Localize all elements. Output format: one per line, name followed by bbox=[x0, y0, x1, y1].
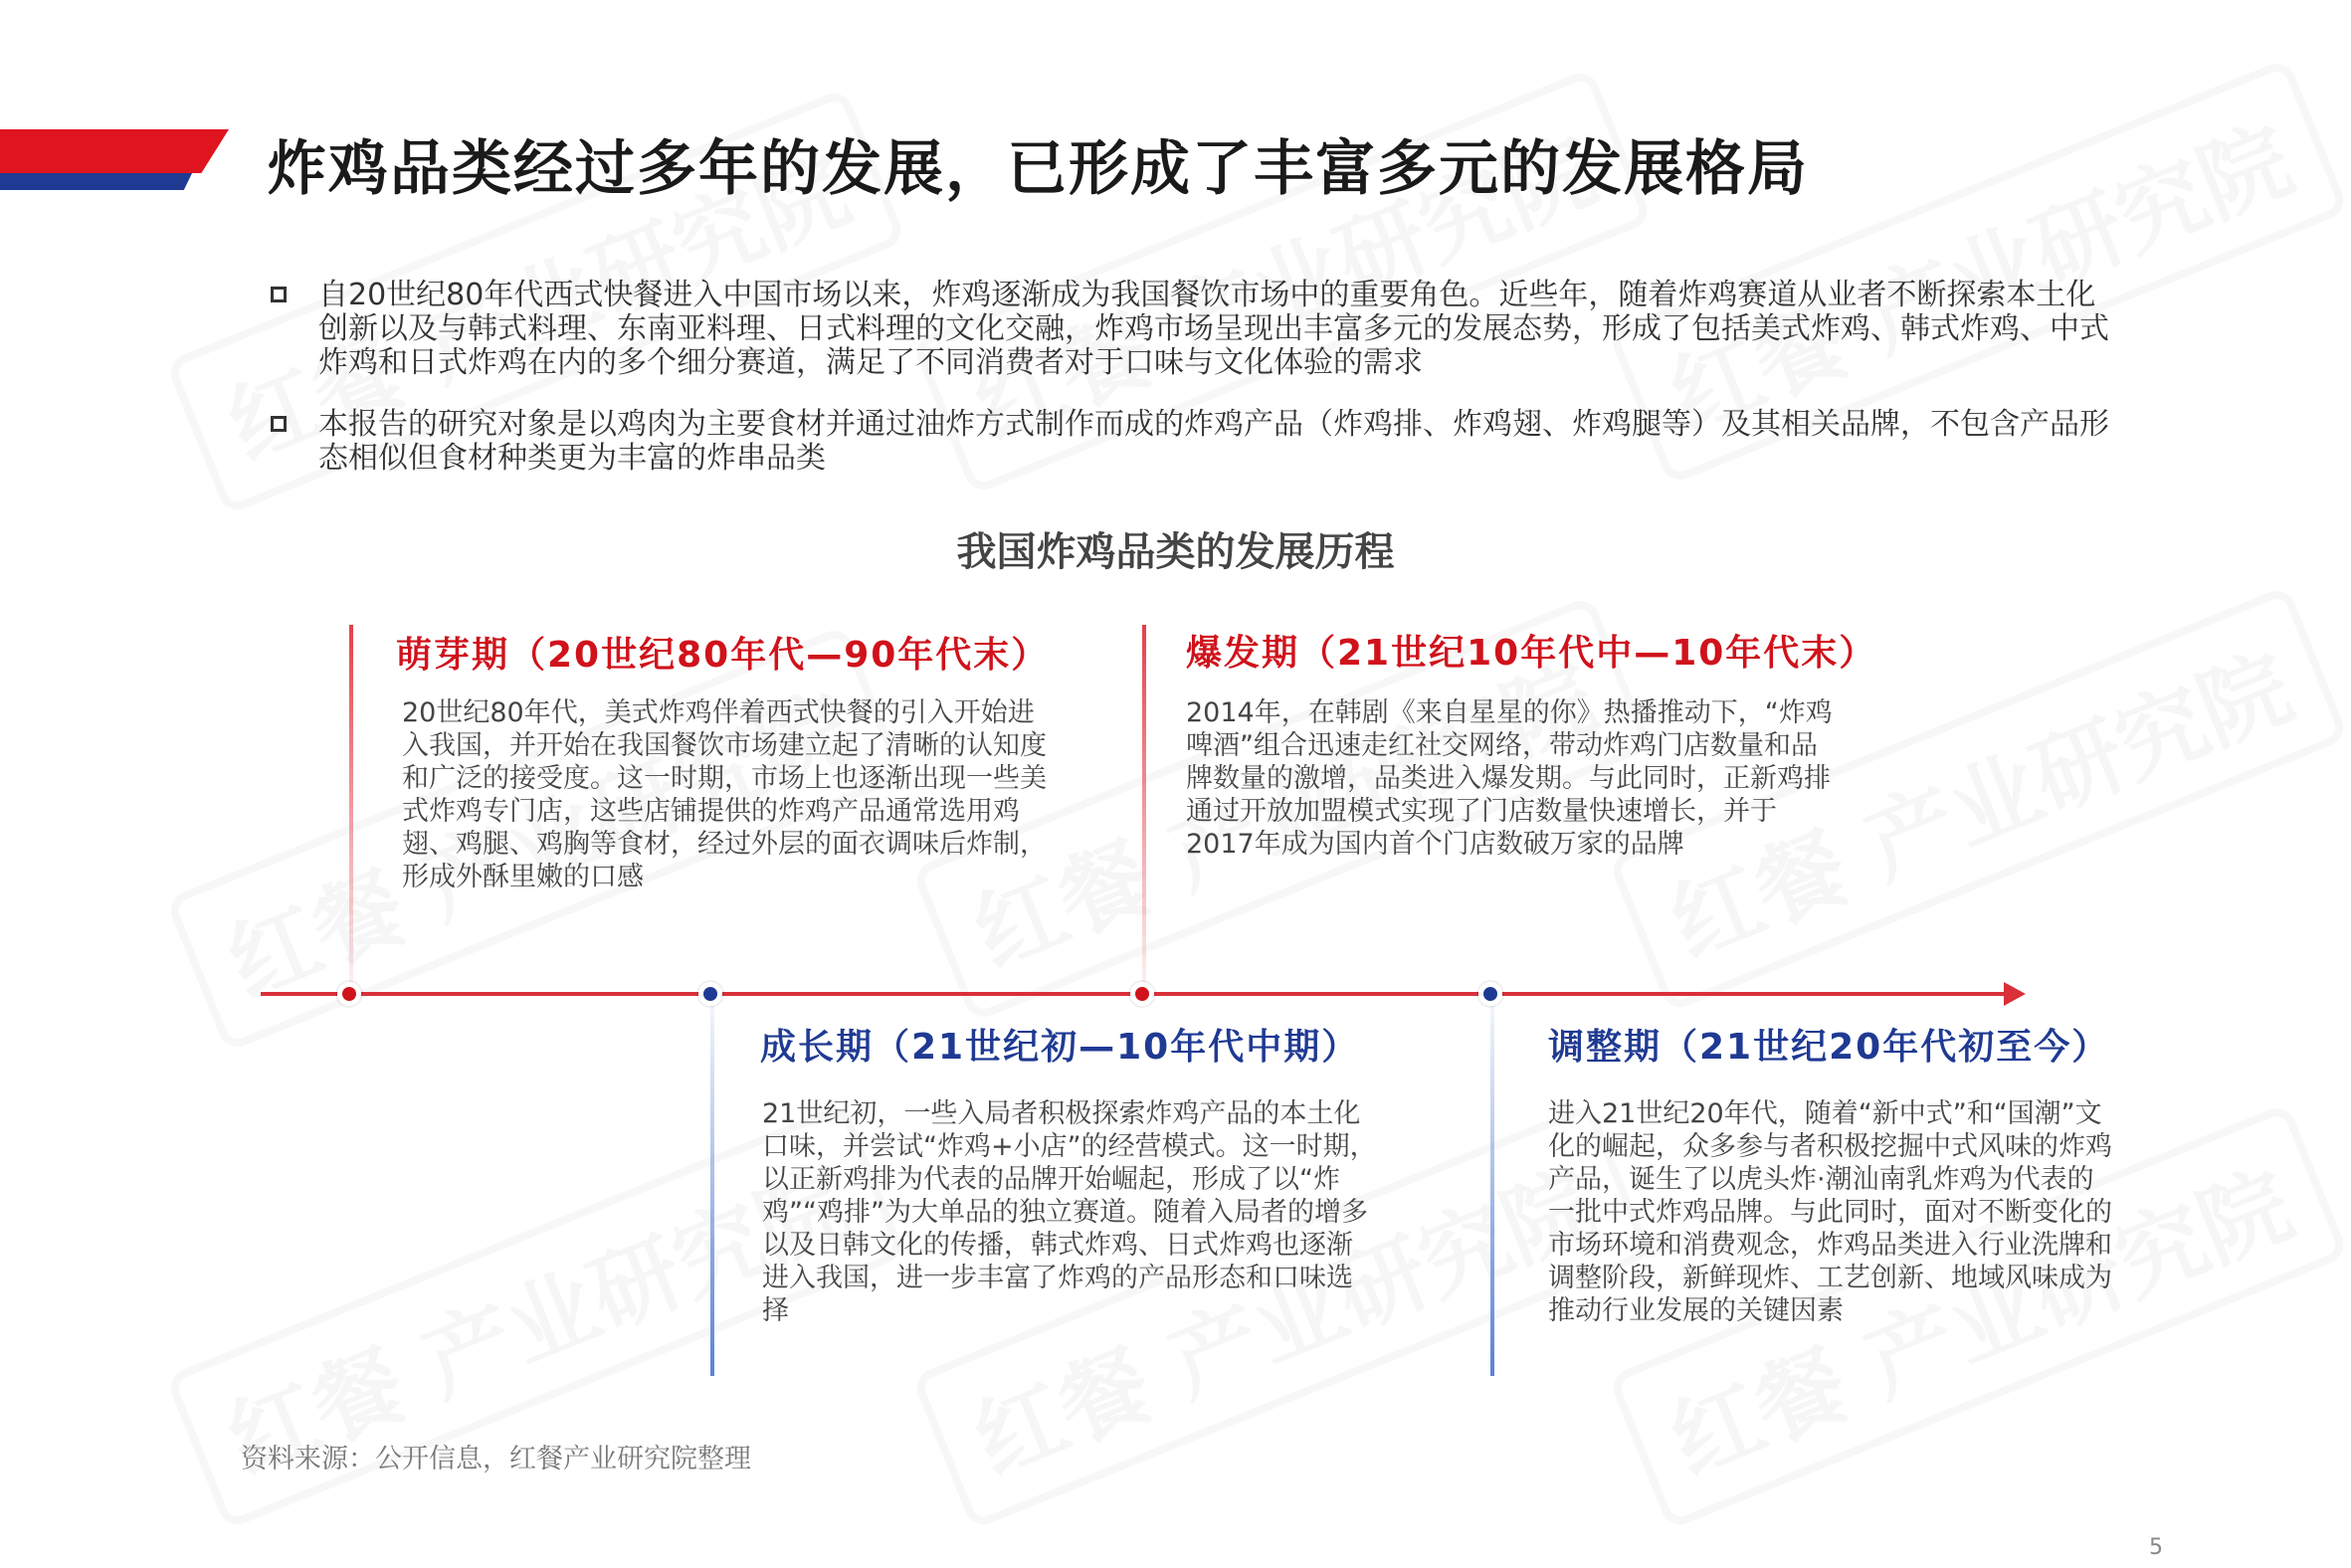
bullet-square-icon bbox=[271, 287, 287, 302]
phase-body-boom: 2014年，在韩剧《来自星星的你》热播推动下，“炸鸡啤酒”组合迅速走红社交网络，带动炸鸡门店数量和品牌数量的激增，品类进入爆发期。与此同时，正新鸡排通过开放加盟模式实现了门店数量快速增长，并于2017年成为国内首个门店数破万家的品牌 bbox=[1186, 697, 1833, 860]
timeline-dot bbox=[1478, 982, 1502, 1006]
phase-body-adjust: 进入21世纪20年代，随着“新中式”和“国潮”文化的崛起，众多参与者积极挖掘中式风味的炸鸡产品，诞生了以虎头炸·潮汕南乳炸鸡为代表的一批中式炸鸡品牌。与此同时，面对不断变化的市场环境和消费观念，炸鸡品类进入行业洗牌和调整阶段，新鲜现炸、工艺创新、地域风味成为推动行业发展的关键因素 bbox=[1548, 1098, 2112, 1326]
phase-body-growth: 21世纪初，一些入局者积极探索炸鸡产品的本土化口味，并尝试“炸鸡+小店”的经营模式。这一时期，以正新鸡排为代表的品牌开始崛起，形成了以“炸鸡”“鸡排”为大单品的独立赛道。随着入局者的增多以及日韩文化的传播，韩式炸鸡、日式炸鸡也逐渐进入我国，进一步丰富了炸鸡的产品形态和口味选择 bbox=[762, 1098, 1377, 1326]
phase-connector-line bbox=[710, 995, 714, 1376]
phase-title-growth: 成长期（21世纪初—10年代中期） bbox=[760, 1027, 1360, 1068]
page-title: 炸鸡品类经过多年的发展，已形成了丰富多元的发展格局 bbox=[267, 134, 1809, 204]
phase-title-boom: 爆发期（21世纪10年代中—10年代末） bbox=[1186, 633, 1877, 674]
phase-body-sprout: 20世纪80年代，美式炸鸡伴着西式快餐的引入开始进入我国，并开始在我国餐饮市场建立起了清晰的认知度和广泛的接受度。这一时期，市场上也逐渐出现一些美式炸鸡专门店，这些店铺提供的炸鸡产品通常选用鸡翅、鸡腿、鸡胸等食材，经过外层的面衣调味后炸制，形成外酥里嫩的口感 bbox=[402, 697, 1047, 892]
timeline-dot bbox=[337, 982, 361, 1006]
bullet-text: 本报告的研究对象是以鸡肉为主要食材并通过油炸方式制作而成的炸鸡产品（炸鸡排、炸鸡翅、炸鸡腿等）及其相关品牌，不包含产品形态相似但食材种类更为丰富的炸串品类 bbox=[318, 407, 2109, 476]
phase-connector-line bbox=[1490, 995, 1494, 1376]
timeline-dot bbox=[1130, 982, 1154, 1006]
page-number: 5 bbox=[2149, 1535, 2163, 1560]
timeline-title: 我国炸鸡品类的发展历程 bbox=[956, 529, 1395, 575]
phase-title-adjust: 调整期（21世纪20年代初至今） bbox=[1548, 1027, 2110, 1068]
phase-connector-line bbox=[1142, 625, 1146, 995]
header-accent-red bbox=[0, 129, 229, 173]
timeline-dot bbox=[698, 982, 722, 1006]
bullet-item bbox=[271, 279, 2121, 380]
phase-title-sprout: 萌芽期（20世纪80年代—90年代末） bbox=[396, 635, 1050, 676]
bullet-text: 自20世纪80年代西式快餐进入中国市场以来，炸鸡逐渐成为我国餐饮市场中的重要角色。近些年，随着炸鸡赛道从业者不断探索本土化创新以及与韩式料理、东南亚料理、日式料理的文化交融，炸鸡市场呈现出丰富多元的发展态势，形成了包括美式炸鸡、韩式炸鸡、中式炸鸡和日式炸鸡在内的多个细分赛道，满足了不同消费者对于口味与文化体验的需求 bbox=[318, 278, 2109, 380]
bullet-item bbox=[271, 408, 2121, 476]
phase-connector-line bbox=[349, 625, 353, 995]
source-note: 资料来源：公开信息，红餐产业研究院整理 bbox=[241, 1444, 751, 1474]
arrow-right-icon bbox=[2004, 982, 2026, 1006]
bullet-square-icon bbox=[271, 416, 287, 432]
